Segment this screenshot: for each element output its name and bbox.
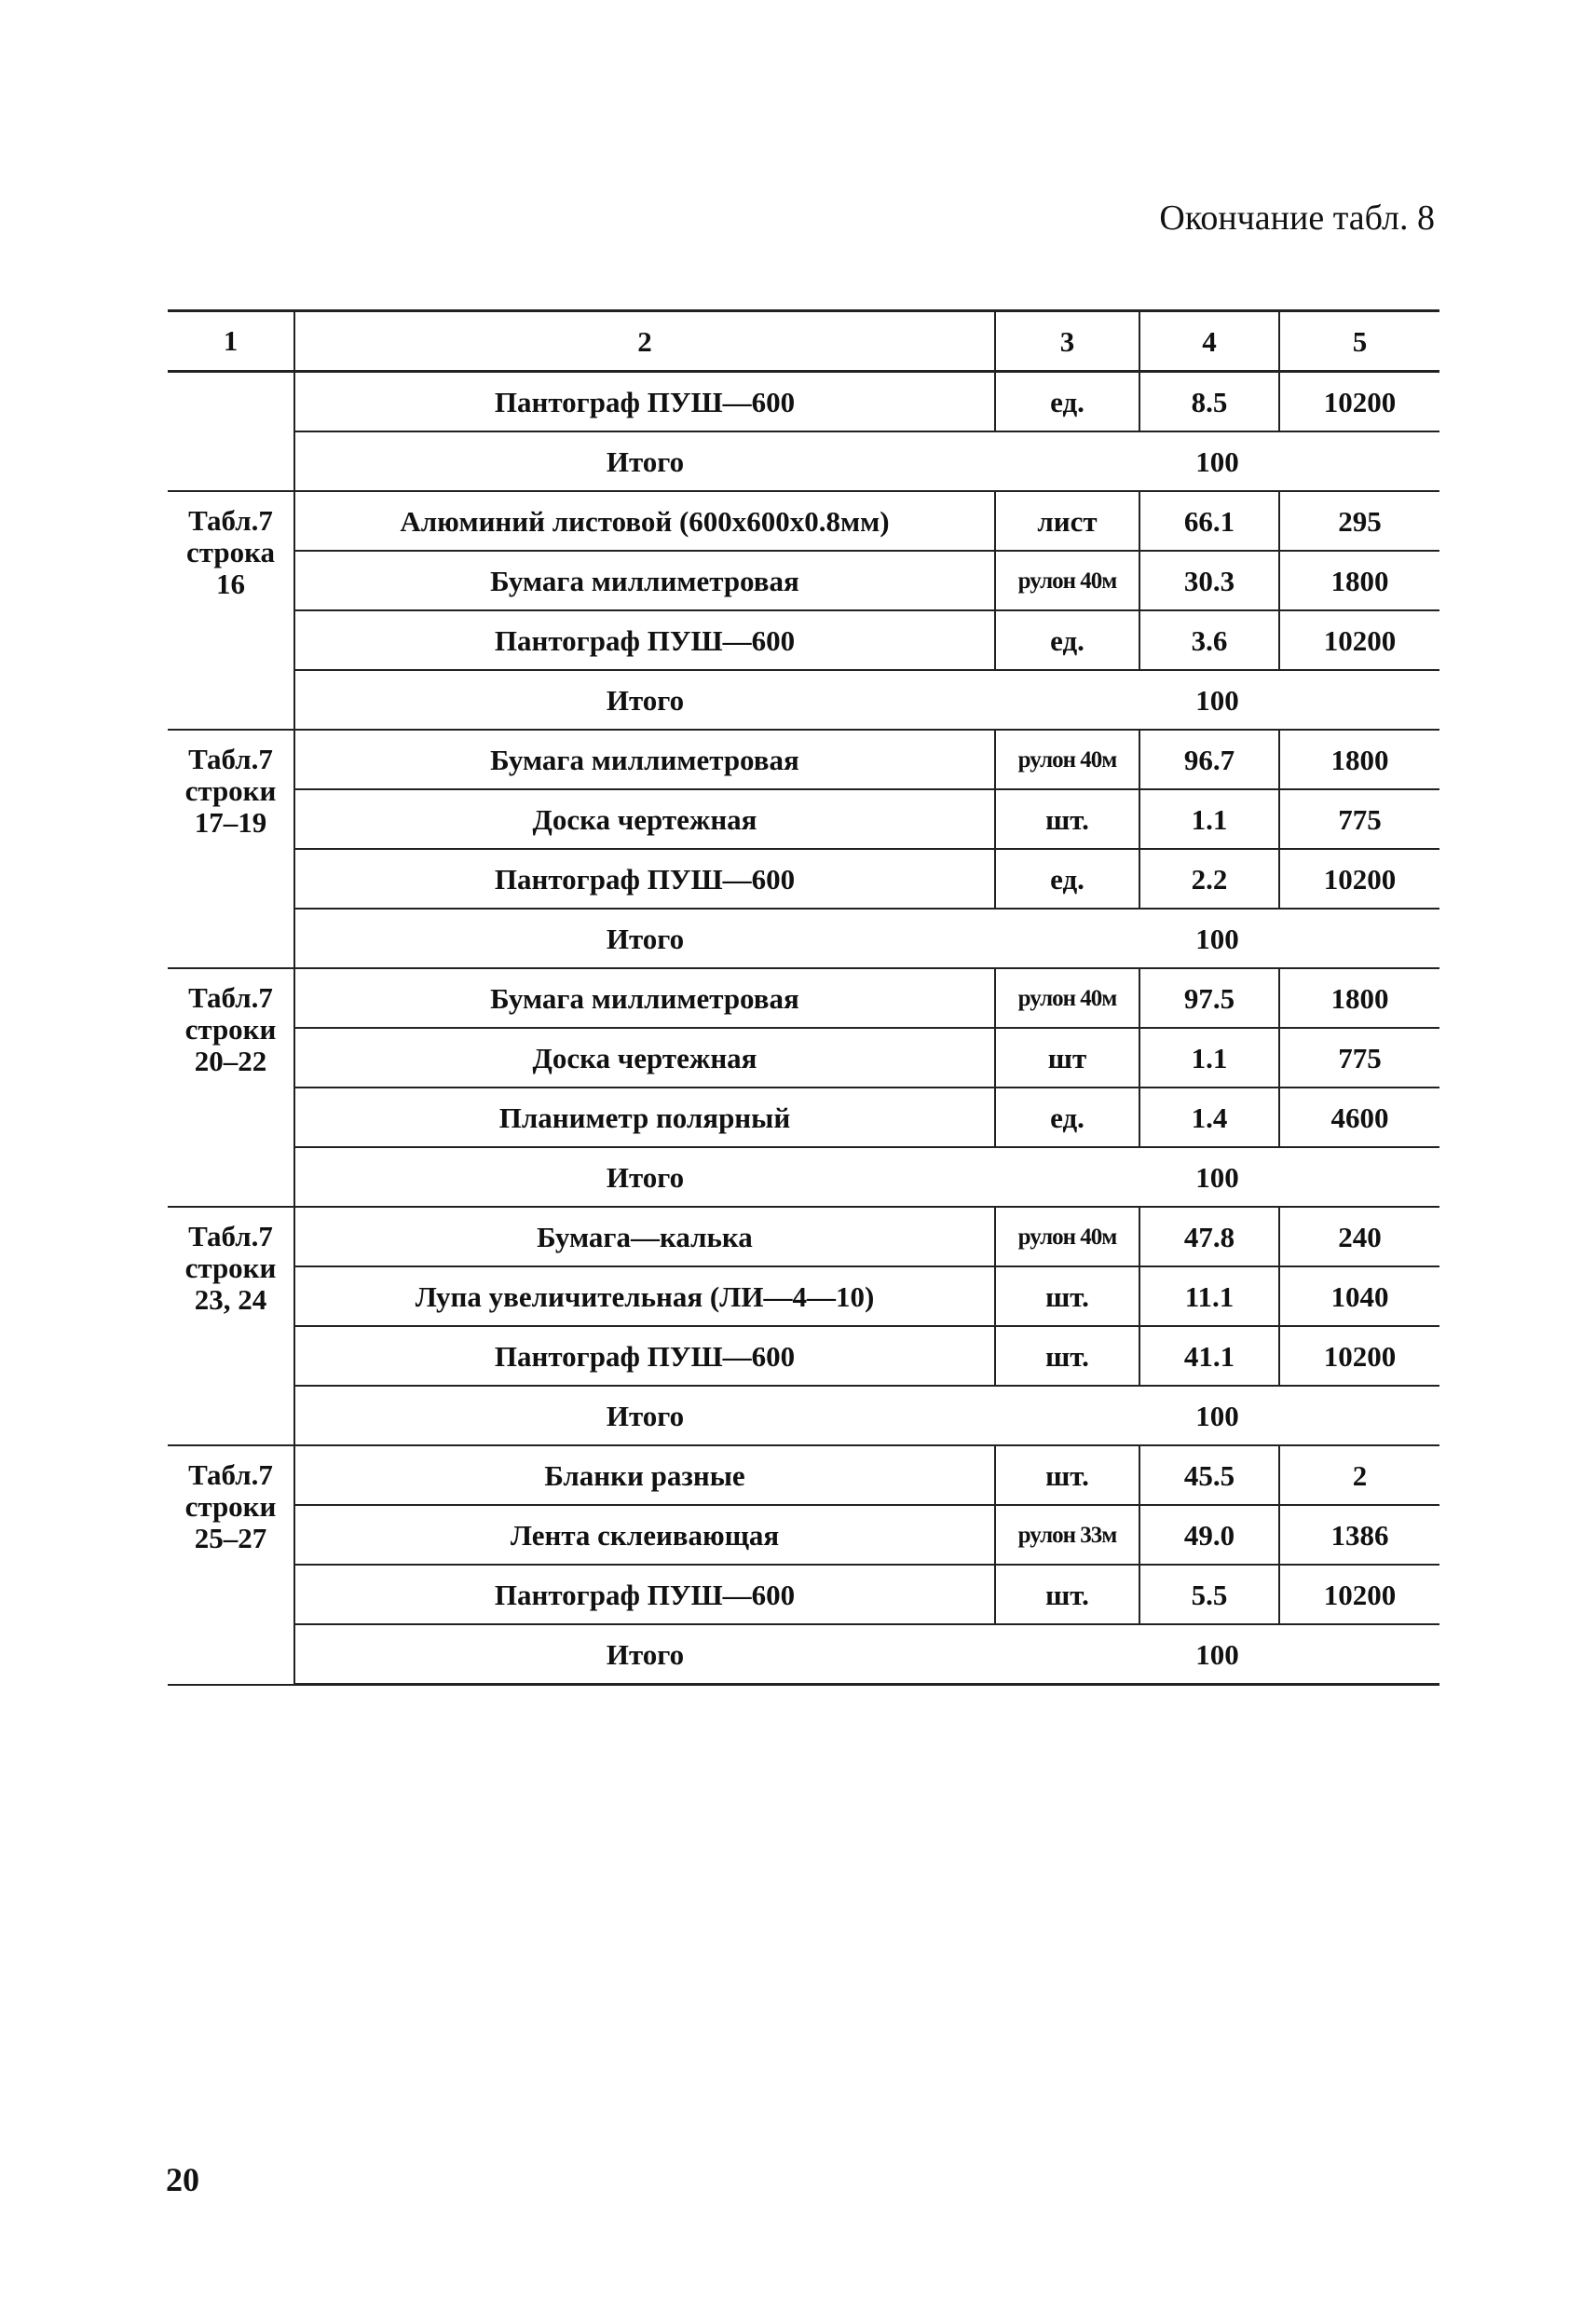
price-cell: 1386	[1279, 1505, 1439, 1565]
total-row	[168, 670, 1439, 730]
source-reference-line: строки	[184, 1490, 277, 1524]
header-row	[168, 311, 1439, 372]
table-row	[168, 1088, 1439, 1147]
unit-cell: рулон 40м	[995, 730, 1139, 789]
unit-cell: ед.	[995, 849, 1139, 909]
price-cell: 775	[1279, 1028, 1439, 1088]
unit-cell: шт.	[995, 1565, 1139, 1624]
table-caption: Окончание табл. 8	[1159, 198, 1435, 238]
source-reference-cell	[168, 491, 294, 730]
item-name-cell: Бумага миллиметровая	[294, 551, 995, 610]
total-label: Итого	[294, 1386, 995, 1445]
total-row	[168, 909, 1439, 968]
share-cell: 11.1	[1139, 1266, 1279, 1326]
item-name-cell: Пантограф ПУШ—600	[294, 610, 995, 670]
source-reference-line: Табл.7	[188, 1220, 273, 1252]
item-name-cell: Пантограф ПУШ—600	[294, 849, 995, 909]
source-reference-line: строки	[184, 774, 277, 808]
item-name-cell: Бумага миллиметровая	[294, 730, 995, 789]
total-value: 100	[995, 1624, 1439, 1685]
total-label: Итого	[294, 909, 995, 968]
materials-table	[168, 309, 1439, 1686]
source-reference-cell	[168, 968, 294, 1207]
item-name-cell: Алюминий листовой (600х600х0.8мм)	[294, 491, 995, 551]
share-cell: 96.7	[1139, 730, 1279, 789]
share-cell: 2.2	[1139, 849, 1279, 909]
unit-cell: шт.	[995, 1266, 1139, 1326]
table-row	[168, 730, 1439, 789]
table-row	[168, 610, 1439, 670]
share-cell: 1.1	[1139, 1028, 1279, 1088]
source-reference-line: строки	[184, 1013, 277, 1047]
table-row	[168, 1207, 1439, 1266]
source-reference-line: строка	[186, 536, 275, 569]
header-cell-5: 5	[1279, 311, 1439, 372]
table-row	[168, 491, 1439, 551]
total-value: 100	[995, 909, 1439, 968]
unit-cell: рулон 40м	[995, 551, 1139, 610]
header-cell-4: 4	[1139, 311, 1279, 372]
unit-cell: рулон 40м	[995, 968, 1139, 1028]
share-cell: 49.0	[1139, 1505, 1279, 1565]
share-cell: 5.5	[1139, 1565, 1279, 1624]
source-reference-line: 16	[216, 568, 245, 601]
item-name-cell: Бумага миллиметровая	[294, 968, 995, 1028]
table-row	[168, 968, 1439, 1028]
share-cell: 8.5	[1139, 372, 1279, 432]
source-reference-cell	[168, 372, 294, 492]
total-row	[168, 431, 1439, 491]
price-cell: 1800	[1279, 730, 1439, 789]
source-reference-line: Табл.7	[188, 981, 273, 1014]
table-body	[168, 311, 1439, 1685]
table-row	[168, 849, 1439, 909]
item-name-cell: Пантограф ПУШ—600	[294, 1326, 995, 1386]
source-reference-line: 20–22	[194, 1045, 267, 1078]
unit-cell: лист	[995, 491, 1139, 551]
item-name-cell: Планиметр полярный	[294, 1088, 995, 1147]
source-reference-line: Табл.7	[188, 504, 273, 537]
item-name-cell: Доска чертежная	[294, 789, 995, 849]
total-value: 100	[995, 670, 1439, 730]
price-cell: 10200	[1279, 372, 1439, 432]
header-cell-1: 1	[168, 311, 294, 372]
item-name-cell: Пантограф ПУШ—600	[294, 1565, 995, 1624]
total-value: 100	[995, 1147, 1439, 1207]
header-cell-3: 3	[995, 311, 1139, 372]
table-row	[168, 1326, 1439, 1386]
unit-cell: ед.	[995, 1088, 1139, 1147]
price-cell: 1040	[1279, 1266, 1439, 1326]
total-value: 100	[995, 431, 1439, 491]
unit-cell: рулон 33м	[995, 1505, 1139, 1565]
total-label: Итого	[294, 1624, 995, 1685]
share-cell: 45.5	[1139, 1445, 1279, 1505]
share-cell: 41.1	[1139, 1326, 1279, 1386]
share-cell: 97.5	[1139, 968, 1279, 1028]
unit-cell: рулон 40м	[995, 1207, 1139, 1266]
header-cell-2: 2	[294, 311, 995, 372]
source-reference-cell	[168, 1207, 294, 1445]
unit-cell: шт.	[995, 1445, 1139, 1505]
price-cell: 775	[1279, 789, 1439, 849]
source-reference-line: Табл.7	[188, 1458, 273, 1491]
source-reference-line: 23, 24	[194, 1283, 267, 1317]
table-row	[168, 1445, 1439, 1505]
share-cell: 1.1	[1139, 789, 1279, 849]
share-cell: 1.4	[1139, 1088, 1279, 1147]
price-cell: 10200	[1279, 1565, 1439, 1624]
total-value: 100	[995, 1386, 1439, 1445]
price-cell: 1800	[1279, 551, 1439, 610]
share-cell: 66.1	[1139, 491, 1279, 551]
total-label: Итого	[294, 431, 995, 491]
page-number: 20	[166, 2161, 199, 2198]
price-cell: 10200	[1279, 849, 1439, 909]
total-row	[168, 1624, 1439, 1685]
table-row	[168, 372, 1439, 432]
price-cell: 295	[1279, 491, 1439, 551]
total-label: Итого	[294, 1147, 995, 1207]
unit-cell: шт	[995, 1028, 1139, 1088]
table-row	[168, 789, 1439, 849]
price-cell: 2	[1279, 1445, 1439, 1505]
share-cell: 30.3	[1139, 551, 1279, 610]
item-name-cell: Бумага—калька	[294, 1207, 995, 1266]
price-cell: 1800	[1279, 968, 1439, 1028]
unit-cell: шт.	[995, 789, 1139, 849]
total-row	[168, 1147, 1439, 1207]
price-cell: 4600	[1279, 1088, 1439, 1147]
source-reference-line: 25–27	[194, 1522, 267, 1555]
table-row	[168, 1565, 1439, 1624]
table-row	[168, 1028, 1439, 1088]
table-row	[168, 1266, 1439, 1326]
table-row	[168, 551, 1439, 610]
share-cell: 3.6	[1139, 610, 1279, 670]
source-reference-cell	[168, 1445, 294, 1685]
source-reference-line: строки	[184, 1252, 277, 1285]
source-reference-line: Табл.7	[188, 743, 273, 775]
item-name-cell: Бланки разные	[294, 1445, 995, 1505]
item-name-cell: Доска чертежная	[294, 1028, 995, 1088]
price-cell: 10200	[1279, 610, 1439, 670]
unit-cell: ед.	[995, 610, 1139, 670]
unit-cell: шт.	[995, 1326, 1139, 1386]
table-row	[168, 1505, 1439, 1565]
share-cell: 47.8	[1139, 1207, 1279, 1266]
total-row	[168, 1386, 1439, 1445]
item-name-cell: Лупа увеличительная (ЛИ—4—10)	[294, 1266, 995, 1326]
price-cell: 10200	[1279, 1326, 1439, 1386]
item-name-cell: Лента склеивающая	[294, 1505, 995, 1565]
source-reference-cell	[168, 730, 294, 968]
source-reference-line: 17–19	[194, 806, 267, 840]
unit-cell: ед.	[995, 372, 1139, 432]
total-label: Итого	[294, 670, 995, 730]
item-name-cell: Пантограф ПУШ—600	[294, 372, 995, 432]
price-cell: 240	[1279, 1207, 1439, 1266]
